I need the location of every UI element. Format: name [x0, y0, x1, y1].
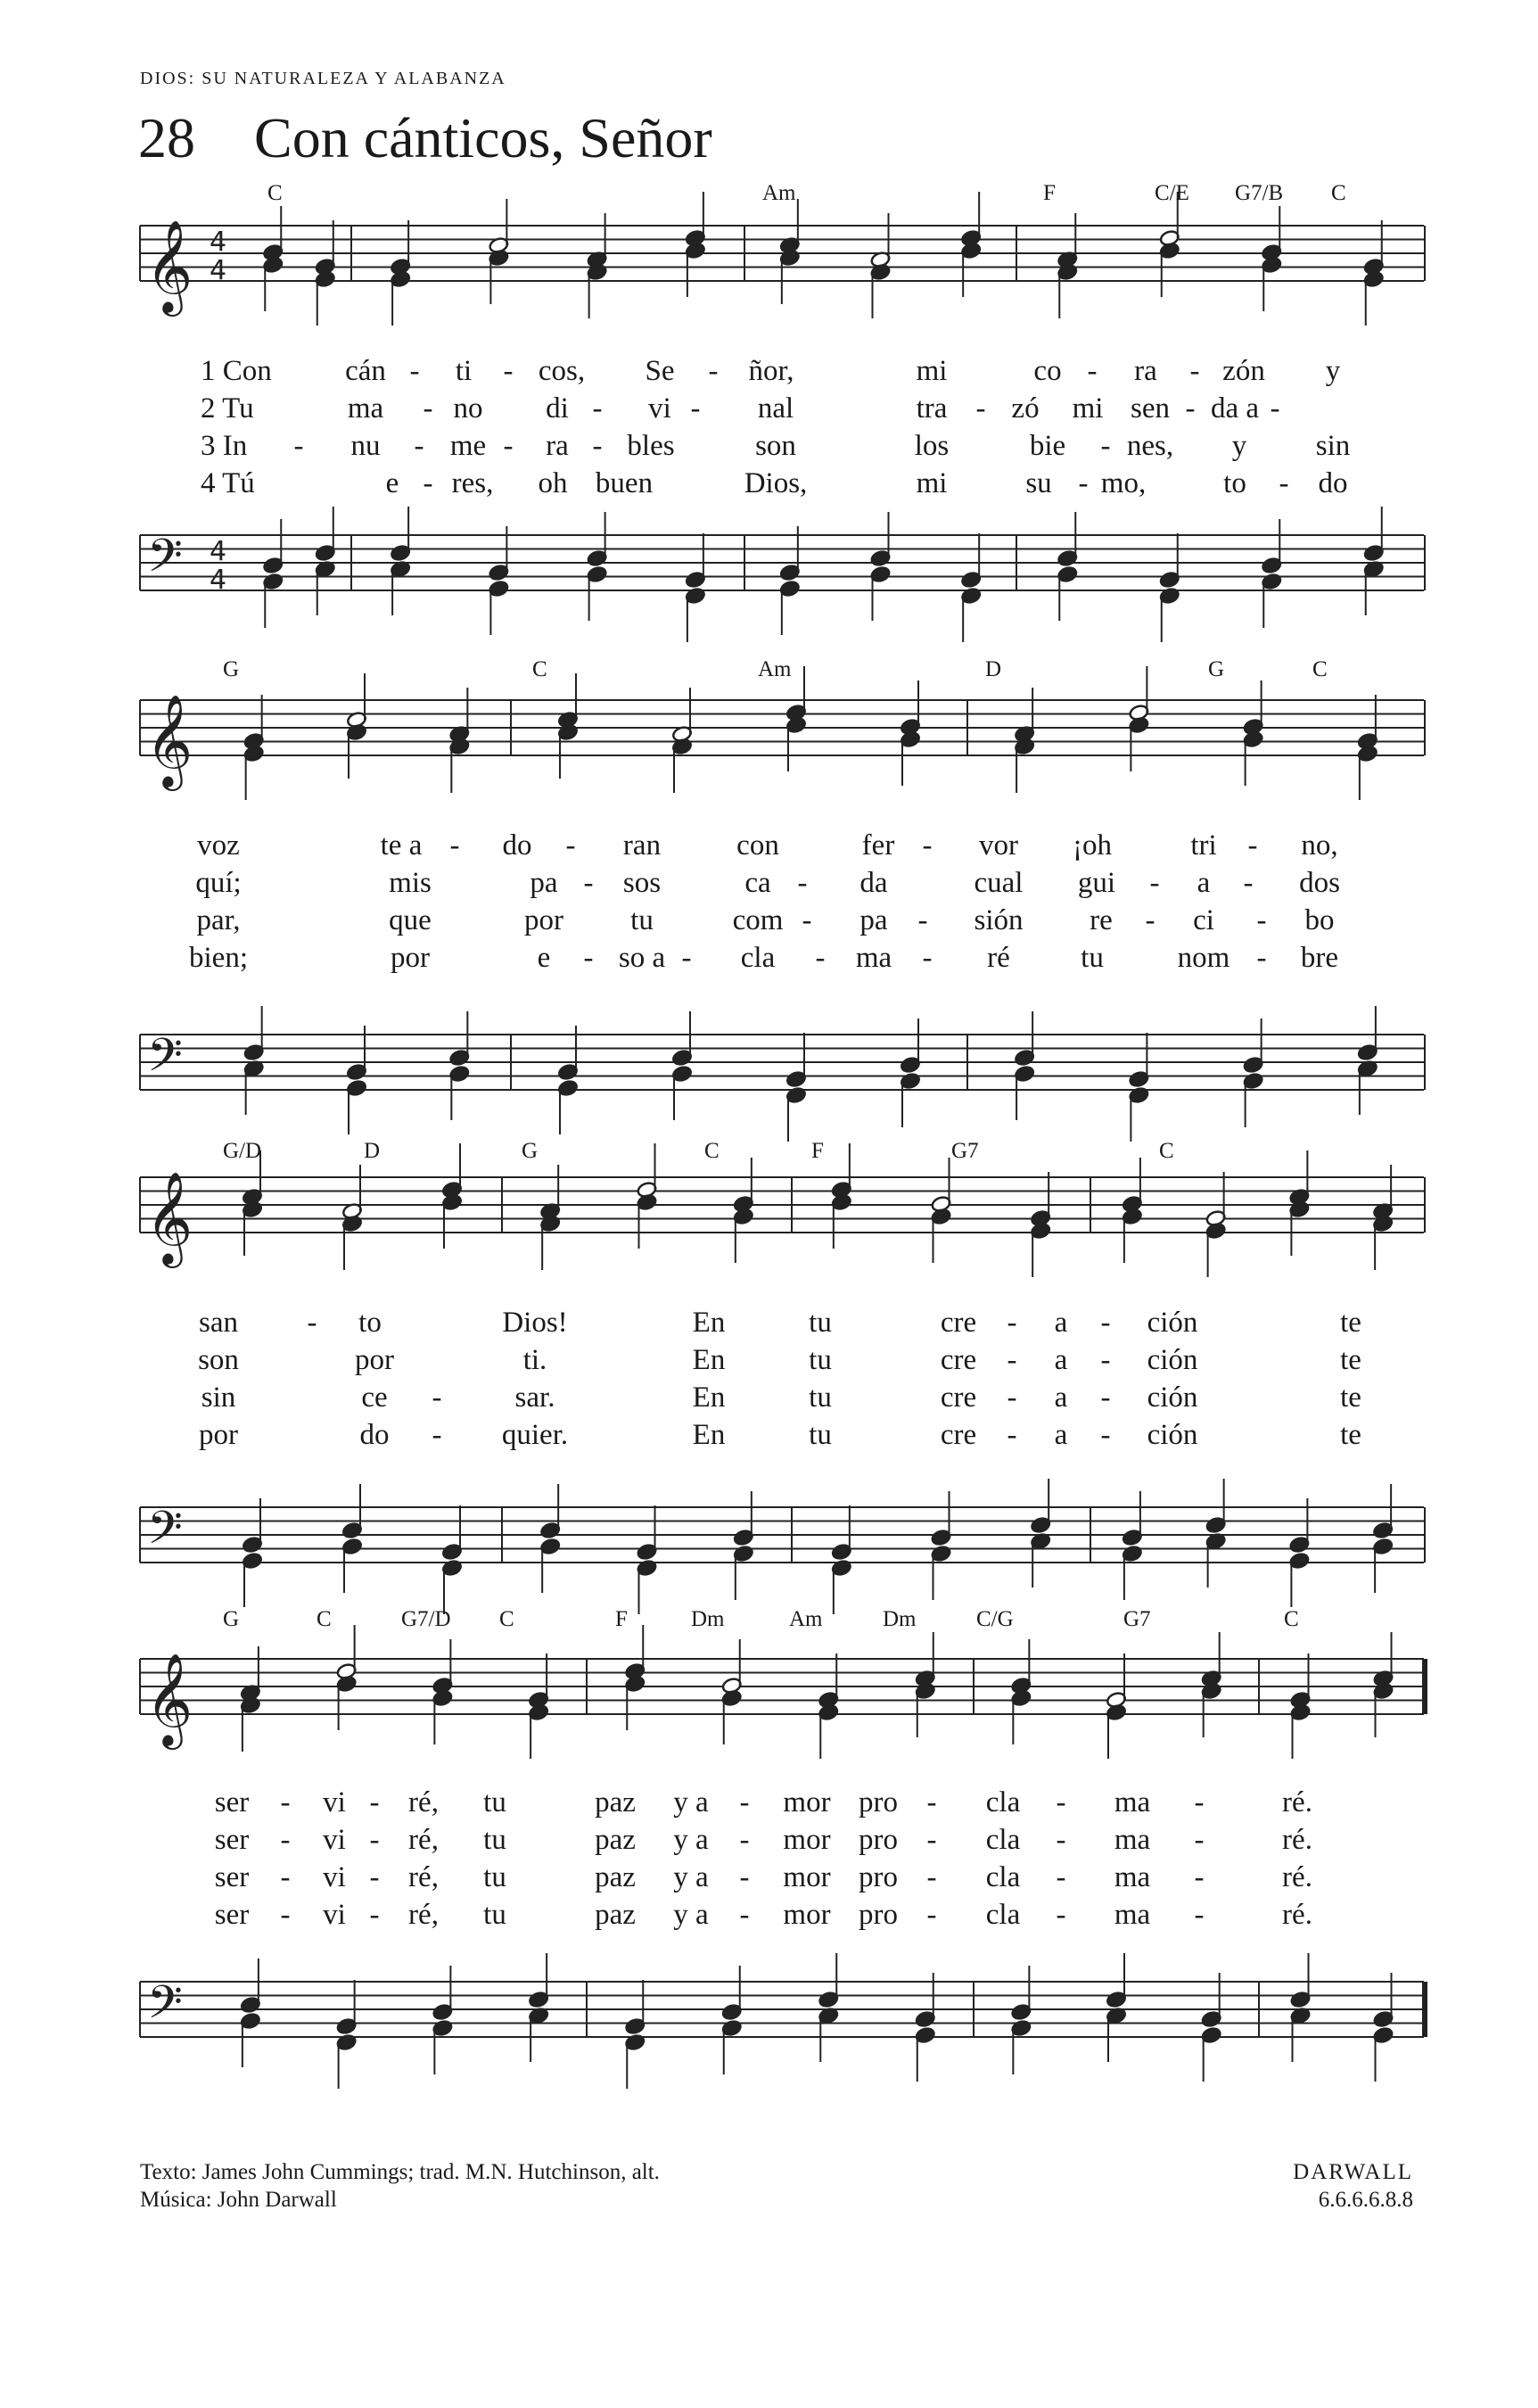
treble-clef-icon: 𝄞 [145, 1653, 193, 1746]
lyric-syllable: ma [1114, 1899, 1151, 1931]
lyric-syllable: ma [347, 392, 384, 425]
syllable-hyphen: - [797, 867, 808, 899]
lyric-syllable: nes, [1126, 430, 1174, 462]
lyric-syllable: buen [595, 467, 654, 499]
lyric-syllable: ré. [1282, 1786, 1312, 1818]
chord-symbol: Dm [883, 1607, 917, 1631]
lyric-syllable: tu [483, 1786, 506, 1818]
syllable-hyphen: - [1185, 392, 1196, 425]
lyric-syllable: 4 Tú [201, 467, 255, 499]
syllable-hyphen: - [926, 1899, 937, 1931]
syllable-hyphen: - [1247, 829, 1258, 862]
syllable-hyphen: - [739, 1861, 750, 1893]
syllable-hyphen: - [1194, 1824, 1205, 1856]
lyric-syllable: mi [1072, 392, 1104, 425]
lyric-syllable: paz [595, 1861, 636, 1893]
lyric-syllable: y [1231, 430, 1247, 462]
chord-symbol: C/E [1155, 181, 1189, 205]
lyric-syllable: di [546, 392, 569, 425]
lyric-syllable: paz [595, 1899, 636, 1931]
lyric-syllable: su [1025, 467, 1052, 499]
syllable-hyphen: - [926, 1786, 937, 1818]
syllable-hyphen: - [1100, 1307, 1111, 1339]
syllable-hyphen: - [414, 430, 424, 462]
lyric-syllable: 3 In [201, 430, 248, 462]
syllable-hyphen: - [432, 1419, 442, 1451]
lyric-syllable: y a [673, 1861, 709, 1893]
syllable-hyphen: - [1149, 867, 1160, 899]
lyric-syllable: ré, [408, 1861, 439, 1893]
lyric-syllable: pa [530, 867, 558, 899]
lyric-syllable: son [755, 430, 796, 462]
lyric-syllable: tu [1081, 942, 1104, 974]
syllable-hyphen: - [369, 1899, 380, 1931]
lyric-syllable: pro [859, 1899, 898, 1931]
lyric-syllable: do [1318, 467, 1348, 499]
chord-symbol: D [364, 1139, 381, 1163]
chord-symbol: G/D [223, 1139, 262, 1163]
lyric-syllable: cre [940, 1344, 977, 1376]
chord-symbol: C [499, 1607, 514, 1631]
lyric-syllable: ser [214, 1899, 250, 1931]
lyric-syllable: pro [859, 1824, 898, 1856]
lyric-syllable: cual [974, 867, 1024, 899]
syllable-hyphen: - [592, 392, 603, 425]
music-credit: Música: John Darwall [140, 2188, 337, 2212]
lyric-syllable: 2 Tu [201, 392, 254, 425]
lyric-syllable: te [1340, 1381, 1361, 1414]
syllable-hyphen: - [815, 942, 826, 974]
lyric-syllable: re [1090, 904, 1113, 936]
lyric-syllable: ran [622, 829, 662, 862]
lyric-syllable: ra [1134, 355, 1157, 387]
syllable-hyphen: - [1243, 867, 1254, 899]
lyric-syllable: ré, [408, 1899, 439, 1931]
lyric-syllable: tu [809, 1344, 832, 1376]
lyric-syllable: sin [201, 1381, 236, 1414]
lyric-syllable: te [1340, 1344, 1361, 1376]
chord-symbol: F [615, 1607, 628, 1631]
lyric-syllable: paz [595, 1824, 636, 1856]
lyric-syllable: ser [214, 1861, 250, 1893]
lyric-syllable: ción [1147, 1381, 1198, 1414]
lyric-syllable: par, [196, 904, 241, 936]
syllable-hyphen: - [1056, 1861, 1066, 1893]
lyric-syllable: mo, [1100, 467, 1147, 499]
lyric-syllable: zón [1222, 355, 1265, 387]
lyric-syllable: oh [538, 467, 568, 499]
lyric-syllable: ser [214, 1786, 250, 1818]
lyric-syllable: gui [1077, 867, 1116, 899]
chord-symbol: C [317, 1607, 332, 1631]
chord-symbol: G [223, 1607, 240, 1631]
syllable-hyphen: - [280, 1786, 291, 1818]
lyric-syllable: ma [1114, 1861, 1151, 1893]
syllable-hyphen: - [1007, 1344, 1017, 1376]
syllable-hyphen: - [369, 1786, 380, 1818]
lyric-syllable: mor [783, 1786, 831, 1818]
lyric-syllable: mor [783, 1899, 831, 1931]
lyric-syllable: los [914, 430, 950, 462]
lyric-syllable: ré, [408, 1786, 439, 1818]
lyric-syllable: En [692, 1381, 726, 1414]
lyric-syllable: cán [345, 355, 386, 387]
lyric-syllable: voz [197, 829, 240, 862]
syllable-hyphen: - [1145, 904, 1156, 936]
syllable-hyphen: - [409, 355, 420, 387]
lyric-syllable: co [1033, 355, 1062, 387]
lyric-syllable: sos [622, 867, 662, 899]
lyric-syllable: cla [985, 1861, 1021, 1893]
syllable-hyphen: - [690, 392, 701, 425]
chord-symbol: C [1284, 1607, 1299, 1631]
lyric-syllable: bien; [189, 942, 248, 974]
lyric-syllable: nu [350, 430, 381, 462]
chord-symbol: C [1331, 181, 1346, 205]
chord-symbol: G7 [951, 1139, 979, 1163]
lyric-syllable: ca [744, 867, 771, 899]
lyric-syllable: son [198, 1344, 239, 1376]
syllable-hyphen: - [280, 1861, 291, 1893]
lyric-syllable: cla [740, 942, 776, 974]
syllable-hyphen: - [423, 392, 433, 425]
hymn-title: Con cánticos, Señor [254, 106, 712, 169]
syllable-hyphen: - [922, 829, 933, 862]
credits-right [1293, 2158, 1413, 2214]
chord-symbol: C [704, 1139, 720, 1163]
lyric-syllable: ré. [1282, 1899, 1312, 1931]
lyric-syllable: cla [985, 1824, 1021, 1856]
lyric-syllable: te [1340, 1307, 1361, 1339]
syllable-hyphen: - [1007, 1307, 1017, 1339]
lyric-syllable: Dios! [502, 1307, 568, 1339]
lyric-syllable: quier. [501, 1419, 569, 1451]
chord-symbol: F [811, 1139, 824, 1163]
lyric-syllable: mi [916, 467, 948, 499]
lyric-syllable: por [199, 1419, 238, 1451]
lyric-syllable: que [389, 904, 432, 936]
syllable-hyphen: - [449, 829, 460, 862]
chord-symbol: C [1312, 657, 1328, 681]
lyric-syllable: mor [783, 1824, 831, 1856]
lyric-syllable: tu [483, 1861, 506, 1893]
lyric-syllable: y [1325, 355, 1341, 387]
lyric-syllable: paz [595, 1786, 636, 1818]
syllable-hyphen: - [708, 355, 719, 387]
time-signature-denominator: 4 [210, 565, 227, 596]
lyric-syllable: pro [859, 1786, 898, 1818]
lyric-syllable: ción [1147, 1419, 1198, 1451]
syllable-hyphen: - [293, 430, 304, 462]
syllable-hyphen: - [503, 355, 514, 387]
lyric-syllable: cla [985, 1786, 1021, 1818]
lyric-syllable: res, [451, 467, 494, 499]
lyric-syllable: por [524, 904, 563, 936]
syllable-hyphen: - [503, 430, 514, 462]
syllable-hyphen: - [917, 904, 928, 936]
lyric-syllable: vi [648, 392, 671, 425]
chord-symbol: F [1043, 181, 1056, 205]
treble-clef-icon: 𝄞 [145, 1171, 193, 1265]
syllable-hyphen: - [926, 1861, 937, 1893]
lyric-syllable: tu [809, 1381, 832, 1414]
lyric-syllable: do [502, 829, 532, 862]
lyric-syllable: cre [940, 1307, 977, 1339]
chord-symbol: C/G [976, 1607, 1014, 1631]
lyric-syllable: mi [916, 355, 948, 387]
lyric-syllable: bie [1029, 430, 1066, 462]
syllable-hyphen: - [1256, 904, 1267, 936]
syllable-hyphen: - [592, 430, 603, 462]
syllable-hyphen: - [802, 904, 812, 936]
lyric-syllable: mis [389, 867, 432, 899]
syllable-hyphen: - [1189, 355, 1200, 387]
lyric-syllable: com [732, 904, 784, 936]
syllable-hyphen: - [1100, 430, 1111, 462]
syllable-hyphen: - [1279, 467, 1289, 499]
lyric-syllable: y a [673, 1786, 709, 1818]
lyric-syllable: bles [627, 430, 675, 462]
lyric-syllable: 1 Con [201, 355, 272, 387]
lyric-syllable: ñor, [748, 355, 794, 387]
treble-clef-icon: 𝄞 [145, 694, 193, 788]
lyric-syllable: no, [1301, 829, 1338, 862]
lyric-syllable: do [359, 1419, 390, 1451]
lyric-syllable: tu [809, 1419, 832, 1451]
syllable-hyphen: - [369, 1824, 380, 1856]
meter: 6.6.6.6.8.8 [1318, 2188, 1413, 2212]
lyric-syllable: ré. [1282, 1824, 1312, 1856]
lyric-syllable: sión [974, 904, 1024, 936]
syllable-hyphen: - [1056, 1786, 1066, 1818]
time-signature-numerator: 4 [210, 227, 227, 258]
chord-symbol: D [985, 657, 1002, 681]
lyric-syllable: cos, [538, 355, 586, 387]
lyric-syllable: Dios, [744, 467, 808, 499]
lyric-syllable: zó [1011, 392, 1040, 425]
syllable-hyphen: - [1100, 1344, 1111, 1376]
lyric-syllable: quí; [195, 867, 242, 899]
syllable-hyphen: - [583, 942, 594, 974]
section-heading: DIOS: SU NATURALEZA Y ALABANZA [140, 69, 506, 88]
syllable-hyphen: - [1194, 1861, 1205, 1893]
lyric-syllable: pro [859, 1861, 898, 1893]
syllable-hyphen: - [307, 1307, 317, 1339]
lyric-syllable: to [1223, 467, 1246, 499]
lyric-syllable: cla [985, 1899, 1021, 1931]
lyric-syllable: dos [1299, 867, 1340, 899]
lyric-syllable: mor [783, 1861, 831, 1893]
lyric-syllable: te a [380, 829, 423, 862]
lyric-syllable: e [385, 467, 399, 499]
lyric-syllable: tu [630, 904, 654, 936]
lyric-syllable: y a [673, 1899, 709, 1931]
lyric-syllable: ma [1114, 1786, 1151, 1818]
bass-clef-icon: 𝄢 [147, 1500, 183, 1566]
lyric-syllable: Se [645, 355, 675, 387]
credits-left [140, 2158, 660, 2214]
lyric-syllable: tu [809, 1307, 832, 1339]
lyric-syllable: vi [323, 1861, 346, 1893]
syllable-hyphen: - [1194, 1786, 1205, 1818]
lyric-syllable: me [449, 430, 487, 462]
lyric-syllable: ma [855, 942, 892, 974]
syllable-hyphen: - [1056, 1899, 1066, 1931]
lyric-syllable: tri [1190, 829, 1217, 862]
syllable-hyphen: - [369, 1861, 380, 1893]
lyric-syllable: ré, [408, 1824, 439, 1856]
syllable-hyphen: - [583, 867, 594, 899]
syllable-hyphen: - [1056, 1824, 1066, 1856]
syllable-hyphen: - [1256, 942, 1267, 974]
chord-symbol: G [223, 657, 240, 681]
chord-symbol: C [532, 657, 547, 681]
chord-symbol: G [522, 1139, 539, 1163]
chord-symbol: Am [762, 181, 796, 205]
lyric-syllable: da a [1210, 392, 1260, 425]
text-credit: Texto: James John Cummings; trad. M.N. Hutchinson, alt. [140, 2160, 660, 2184]
syllable-hyphen: - [432, 1381, 442, 1414]
syllable-hyphen: - [1087, 355, 1098, 387]
hymn-number: 28 [138, 106, 195, 169]
lyric-syllable: a [1054, 1381, 1068, 1414]
lyric-syllable: a [1054, 1419, 1068, 1451]
lyric-syllable: tu [483, 1824, 506, 1856]
bass-clef-icon: 𝄢 [147, 1027, 183, 1093]
syllable-hyphen: - [739, 1899, 750, 1931]
syllable-hyphen: - [739, 1824, 750, 1856]
lyric-syllable: ra [546, 430, 569, 462]
syllable-hyphen: - [280, 1824, 291, 1856]
syllable-hyphen: - [565, 829, 576, 862]
lyric-syllable: vor [979, 829, 1018, 862]
syllable-hyphen: - [423, 467, 433, 499]
chord-symbol: C [267, 181, 283, 205]
syllable-hyphen: - [739, 1786, 750, 1818]
lyric-syllable: a [1054, 1307, 1068, 1339]
lyric-syllable: En [692, 1419, 726, 1451]
chord-symbol: G7/B [1235, 181, 1284, 205]
syllable-hyphen: - [1194, 1899, 1205, 1931]
lyric-syllable: ti. [522, 1344, 547, 1376]
lyric-syllable: bre [1300, 942, 1339, 974]
lyric-syllable: no [453, 392, 483, 425]
chord-symbol: C [1159, 1139, 1174, 1163]
time-signature-denominator: 4 [210, 255, 227, 286]
syllable-hyphen: - [681, 942, 692, 974]
syllable-hyphen: - [1078, 467, 1089, 499]
lyric-syllable: vi [323, 1824, 346, 1856]
lyric-syllable: pa [859, 904, 888, 936]
chord-symbol: Dm [691, 1607, 725, 1631]
syllable-hyphen: - [926, 1824, 937, 1856]
lyric-syllable: ce [361, 1381, 388, 1414]
lyric-syllable: vi [323, 1786, 346, 1818]
syllable-hyphen: - [975, 392, 986, 425]
lyric-syllable: bo [1304, 904, 1335, 936]
lyric-syllable: san [199, 1307, 238, 1339]
chord-symbol: G7/D [401, 1607, 451, 1631]
tune-name: DARWALL [1293, 2160, 1413, 2184]
lyric-syllable: nom [1177, 942, 1230, 974]
lyric-syllable: tra [916, 392, 948, 425]
bass-clef-icon: 𝄢 [147, 1975, 183, 2041]
lyric-syllable: ti [455, 355, 473, 387]
syllable-hyphen: - [1270, 392, 1280, 425]
lyric-syllable: ser [214, 1824, 250, 1856]
lyric-syllable: y a [673, 1824, 709, 1856]
syllable-hyphen: - [1007, 1381, 1017, 1414]
syllable-hyphen: - [922, 942, 933, 974]
lyric-syllable: En [692, 1307, 726, 1339]
lyric-syllable: por [391, 942, 430, 974]
syllable-hyphen: - [1100, 1419, 1111, 1451]
bass-clef-icon: 𝄢 [147, 528, 183, 594]
syllable-hyphen: - [1100, 1381, 1111, 1414]
lyric-syllable: nal [757, 392, 794, 425]
lyric-syllable: te [1340, 1419, 1361, 1451]
time-signature-numerator: 4 [210, 536, 227, 567]
lyric-syllable: so a [618, 942, 666, 974]
lyric-syllable: ma [1114, 1824, 1151, 1856]
lyric-syllable: e [537, 942, 551, 974]
chord-symbol: G [1208, 657, 1225, 681]
lyric-syllable: ci [1193, 904, 1214, 936]
lyric-syllable: a [1054, 1344, 1068, 1376]
lyric-syllable: ré. [1282, 1861, 1312, 1893]
lyric-syllable: cre [940, 1381, 977, 1414]
syllable-hyphen: - [280, 1899, 291, 1931]
lyric-syllable: a [1197, 867, 1211, 899]
chord-symbol: Am [758, 657, 792, 681]
lyric-syllable: por [355, 1344, 394, 1376]
lyric-syllable: sar. [514, 1381, 555, 1414]
lyric-syllable: ré [987, 942, 1010, 974]
chord-symbol: G7 [1123, 1607, 1151, 1631]
chord-symbol: Am [789, 1607, 823, 1631]
lyric-syllable: sin [1315, 430, 1351, 462]
lyric-syllable: En [692, 1344, 726, 1376]
lyric-syllable: cre [940, 1419, 977, 1451]
lyric-syllable: con [736, 829, 779, 862]
lyric-syllable: ción [1147, 1307, 1198, 1339]
lyric-syllable: vi [323, 1899, 346, 1931]
syllable-hyphen: - [1007, 1419, 1017, 1451]
lyric-syllable: to [358, 1307, 382, 1339]
lyric-syllable: da [859, 867, 888, 899]
lyric-syllable: ción [1147, 1344, 1198, 1376]
lyric-syllable: tu [483, 1899, 506, 1931]
lyric-syllable: ¡oh [1073, 829, 1112, 862]
treble-clef-icon: 𝄞 [145, 219, 193, 313]
lyric-syllable: sen [1131, 392, 1170, 425]
lyric-syllable: fer [861, 829, 895, 862]
